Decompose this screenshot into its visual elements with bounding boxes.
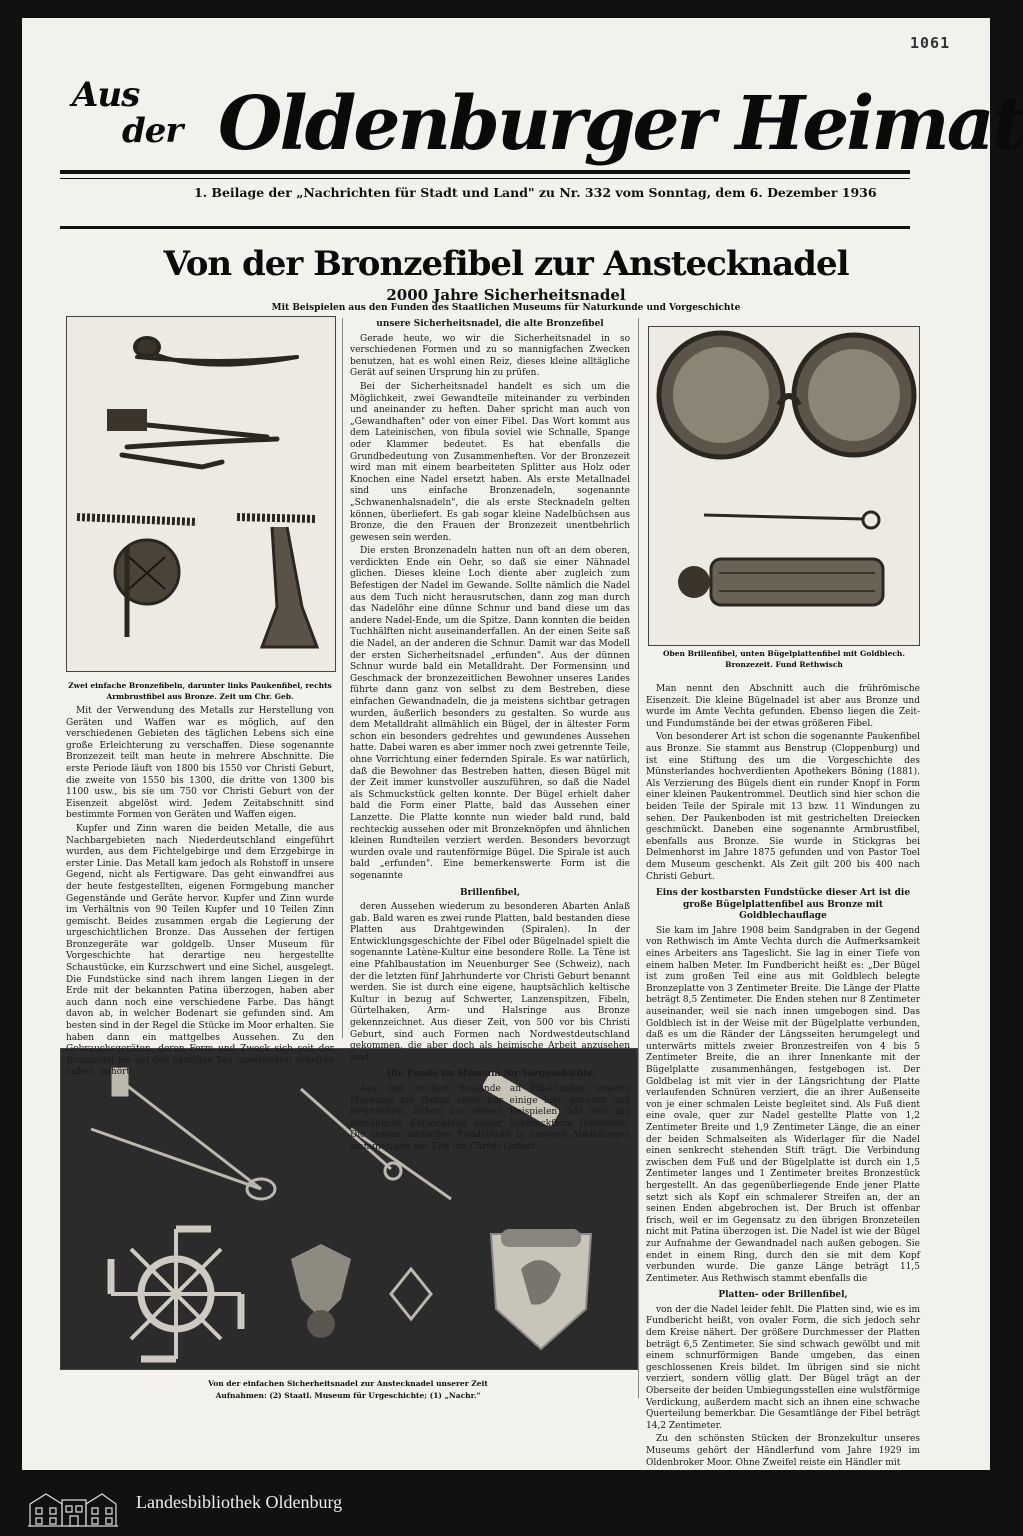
masthead-word-aus: Aus (72, 75, 140, 115)
caption-right-photo: Oben Brillenfibel, unten Bügelplattenfibel mit Goldblech. Bronzezeit. Fund Rethwisch (663, 649, 905, 669)
paragraph: von der die Nadel leider fehlt. Die Platten sind, wie es im Fundbericht heißt, von ovaler Form, die sich jedoch sehr dem Kreise nähert. Der größere Durchmesser der Platten beträgt 6,5 Zentimeter. Sie sind schwach gewölbt und mit einem schnurförmigen Bande umgeben, das einen geschlossenen Kreis bildet. Im übrigen sind sie nicht verziert, sondern völlig glatt. Der Bügel trägt an der Oberseite der beiden Umbiegungsstellen eine wulstförmige Verdickung, außerdem macht sich an ihnen eine schwache Querteilung bemerkbar. Die Gesamtlänge der Fibel beträgt 14,2 Zentimeter. (646, 1304, 920, 1431)
newspaper-page (22, 18, 1023, 1470)
paragraph: deren Aussehen wiederum zu besonderen Abarten Anlaß gab. Bald waren es zwei runde Platten, bald bestanden diese Platten aus Drahtgewinden (Spiralen). In der Entwicklungsgeschichte der Fibel oder Bügelnadel spielt die sogenannte Latène-Kultur eine besondere Rolle. La Tène ist eine Pfahlbaustation im Neuenburger See (Schweiz), nach der die letzten fünf Jahrhunderte vor Christi Geburt benannt werden. Sie ist durch eine eigene, hauptsächlich keltische Kultur in bezug auf Schwerter, Lanzenspitzen, Fibeln, Gürtelhaken, Arm- und Halsringe aus Bronze gekennzeichnet. Aus dieser Zeit, von 500 vor bis Christi Geburt, sind auch Formen nach Nordwestdeutschland gekommen, die aber doch als heimische Arbeit anzusehen sind. (350, 902, 630, 1063)
section-heading: Eins der kostbarsten Fundstücke dieser Art ist die große Bügelplattenfibel aus Bronze mit Goldblechauflage (655, 888, 911, 922)
paragraph: Aus dem reichen Bestande an Fibelfunden unseres Museums am Damm seien nur einige hier genannt und besprochen. Schon aus diesen Beispielen läßt sich die allmähliche Entwicklung dieser Schmuckform feststellen. Die ersten, einfachen Fundstücke in unseren Abbildungen stammen aus der Zeit um Christi Geburt. (350, 1084, 630, 1152)
paragraph: Von besonderer Art ist schon die sogenannte Paukenfibel aus Bronze. Sie stammt aus Benstrup (Cloppenburg) und ist eine Stiftung des um die Vorgeschichte des Münsterlandes hochverdienten Apothekers Böning (1881). Als Verzierung des Bügels dient ein runder Knopf in Form einer kleinen Paukentrommel. Deutlich sind hier schon die beiden Teile der Spirale mit 13 bzw. 11 Windungen zu sehen. Der Paukenboden ist mit gestrichelten Dreiecken geschmückt. Daneben eine sogenannte Armbrustfibel, ebenfalls aus Bronze. Sie wurde in Stickgras bei Delmenhorst im Jahre 1875 gefunden und von Pastor Toel dem Museum geschenkt. Als Zeit gilt 200 bis 400 nach Christi Geburt. (646, 732, 920, 882)
masthead-rule-thin (60, 178, 910, 179)
masthead-rule-top (60, 170, 910, 174)
masthead-word-der: der (122, 111, 183, 151)
masthead-title: Oldenburger Heimat (218, 81, 1023, 167)
photo-brillenfibel (648, 326, 920, 646)
paragraph: Man nennt den Abschnitt auch die frührömische Eisenzeit. Die kleine Bügelnadel ist aber aus Bronze und wurde im Amte Vechta gefunden. Ebenso liegen die Zeit- und Fundumstände bei der etwas größeren Fibel. (646, 684, 920, 729)
article-headline: Von der Bronzefibel zur Anstecknadel (163, 244, 849, 284)
section-heading: unsere Sicherheitsnadel, die alte Bronzefibel (376, 319, 604, 329)
library-building-icon (26, 1488, 120, 1528)
paragraph: Mit der Verwendung des Metalls zur Herstellung von Geräten und Waffen war es möglich, auf den verschiedenen Gebieten des täglichen Lebens sich eine große Erleichterung zu verschaffen. Diese sogenannte Bronzezeit teilt man heute in mehrere Abschnitte. Die erste Periode läuft von 1800 bis 1550 vor Christi Geburt, die zweite von 1550 bis 1300, die dritte von 1300 bis 1100 usw., bis sie um 750 vor Christi Geburt von der Eisenzeit abgelöst wird. Jedem Zeitabschnitt sind bestimmte Formen von Geräten und Waffen eigen. (66, 706, 334, 821)
caption-left-photo: Zwei einfache Bronzefibeln, darunter links Paukenfibel, rechts Armbrustfibel aus Bronze. Zeit um Chr. Geb. (68, 681, 332, 701)
library-name: Landesbibliothek Oldenburg (136, 1492, 343, 1512)
paragraph: Bei der Sicherheitsnadel handelt es sich um die Möglichkeit, zwei Gewandteile miteinander zu verbinden und aneinander zu heften. Daher spricht man auch von „Gewandhaften" oder von einer Fibel. Das Wort kommt aus dem Lateinischen, von fibula soviel wie Schnalle, Spange oder Klammer bedeutet. Es hat ebenfalls die Grundbedeutung von Zusammenheften. Vor der Bronzezeit wird man mit einem bearbeiteten Splitter aus Holz oder Knochen eine Nadel ersetzt haben. Als erste Metallnadel sind uns einfache Bronzenadeln, sogenannte „Schwanenhalsnadeln", die als erste Stecknadeln gelten können, überliefert. Es gab sogar kleine Nadelbüchsen aus Bronze, die den Frauen der Bronzezeit unentbehrlich gewesen sein werden. (350, 381, 630, 543)
caption-bottom-credit: Aufnahmen: (2) Staatl. Museum für Urgeschichte; (1) „Nachr." (215, 1391, 481, 1400)
photo-bronze-fibulae (66, 316, 336, 672)
section-heading: Platten- oder Brillenfibel, (718, 1290, 848, 1301)
section-heading: Die Funde im Museum für Vorgeschichte (386, 1069, 594, 1080)
paragraph: Zu den schönsten Stücken der Bronzekultur unseres Museums gehört der Händlerfund vom Jahre 1929 im Oldenbroker Moor. Ohne Zweifel reiste ein Händler mit (646, 1434, 920, 1468)
section-heading: Brillenfibel, (460, 887, 520, 898)
article-subheadline: 2000 Jahre Sicherheitsnadel (386, 286, 626, 304)
column-rule (638, 318, 639, 1398)
article-tagline: Mit Beispielen aus den Funden des Staatlichen Museums für Naturkunde und Vorgeschichte (271, 303, 741, 313)
column-rule (342, 318, 343, 1038)
column-middle (350, 314, 630, 1152)
library-footer (0, 1480, 1000, 1536)
column-left (66, 706, 334, 1078)
masthead-rule-bottom (60, 226, 910, 229)
paragraph: Kupfer und Zinn waren die beiden Metalle, die aus Nachbargebieten nach Niederdeutschland eingeführt wurden, aus dem Fichtelgebirge und dem Erzgebirge in erster Linie. Das Metall kam jedoch als Rohstoff in unsere Gegend, nicht als Fertigware. Das geht einwandfrei aus der heute festgestellten, eigenen Formgebung mancher Gegenstände und Geräte hervor. Kupfer und Zinn wurde im Verhältnis von 90 Teilen Kupfer und 10 Teilen Zinn gemischt. Beides zusammen ergab die Legierung der urgeschichtlichen Bronze. Das Aussehen der fertigen Bronzegeräte war goldgelb. Unser Museum für Vorgeschichte hat derartige neu hergestellte Schaustücke, ein Kurzschwert und eine Sichel, ausgelegt. Die Fundstücke sind nach ihrem langen Liegen in der Erde mit der bekannten Patina überzogen, haben aber auch dann noch eine verschiedene Farbe. Das hängt davon ab, in welcher Bodenart sie gefunden sind. Am besten sind in der Regel die Stücke im Moor erhalten. Sie haben dann ein mattgelbes Aussehen. Zu den Gebrauchsgeräten, deren Form und Zweck sich seit der Bronzezeit bis auf den heutigen Tag unverändert erhalten haben, gehört (66, 823, 334, 1078)
caption-bottom-photo: Von der einfachen Sicherheitsnadel zur Anstecknadel unserer Zeit (208, 1379, 488, 1388)
paragraph: Gerade heute, wo wir die Sicherheitsnadel in so verschiedenen Formen und zu so mannigfachen Zwecken benutzen, hat es wohl einen Reiz, dieses kleine alltägliche Gerät auf seinen Ursprung hin zu prüfen. (350, 333, 630, 379)
column-right (646, 684, 920, 1468)
paragraph: Die ersten Bronzenadeln hatten nun oft an dem oberen, verdickten Ende ein Oehr, so daß sie einer Nähnadel glichen. Dieses kleine Loch diente aber zugleich zum Befestigen der Nadel im Gewande. Sollte nämlich die Nadel aus dem Tuch nicht herausrutschen, dann zog man durch das Nadelöhr eine dünne Schnur und band diese um das andere Nadel-Ende, um die Spitze. Dann konnten die beiden Tuchhälften nicht auseinanderfallen. An der einen Seite saß die Nadel, an der anderen die Schnur. Damit war das Modell der ersten Sicherheitsnadel „erfunden". Aus der dünnen Schnur wurde bald ein Metalldraht. Der Formensinn und Geschmack der bronzezeitlichen Bewohner unseres Landes führte dann ganz von selbst zu dem Bestreben, diese einfachen Gewandnadeln, die ja meistens sichtbar getragen wurden, äußerlich besonders zu gestalten. So wurde aus dem Metalldraht allmählich ein Bügel, der in ältester Form schon ein besonders gedrehtes und gewundenes Aussehen hatte. Dabei waren es aber immer noch zwei getrennte Teile, ohne Vorrichtung einer federnden Spirale. Es war natürlich, daß die Bewohner das Bestreben hatten, diesen Bügel mit der Zeit immer kunstvoller auszuführen, so daß die Nadel als Schmuckstück gelten konnte. Der Bügel erhielt daher bald die Form einer Platte, bald das Aussehen einer Lanzette. Die Platte konnte nun wieder bald rund, bald rechteckig aussehen oder mit Bronzeknöpfen und ähnlichen kleinen Rundteilen verziert werden. Besonders bevorzugt wurden ovale und rautenförmige Bügel. Die Spirale ist auch bald „erfunden". Eine bemerkenswerte Form ist die sogenannte (350, 546, 630, 881)
page-number: 1061 (910, 34, 951, 52)
supplement-line: 1. Beilage der „Nachrichten für Stadt und Land" zu Nr. 332 vom Sonntag, dem 6. Dezember 1936 (194, 185, 877, 200)
paragraph: Sie kam im Jahre 1908 beim Sandgraben in der Gegend von Rethwisch im Amte Vechta durch die Aufmerksamkeit eines Arbeiters ans Tageslicht. Sie lag in einer Tiefe von einem halben Meter. Im Fundbericht heißt es: „Der Bügel ist zum großen Teil eine aus mit Goldblech belegte Bronzeplatte von 3 Zentimeter Breite. Die Länge der Platte beträgt 8,5 Zentimeter. Die Enden stehen nur 8 Zentimeter auseinander, weil sie nach innen umgebogen sind. Das Goldblech ist in der Weise mit der Bügelplatte verbunden, daß es um die Ränder der Längsseiten herumgelegt und unterwärts mittels zweier Bronzestreifen von 4 bis 5 Zentimeter Breite, die an ihrer Innenkante mit der Bügelplatte zusammenhängen, festgebogen ist. Der Goldbelag ist mit vier in der Längsrichtung der Platte verlaufenden Schnüren verziert, die an ihrer Außenseite von je einer schmalen Leiste begleitet sind. Als Fuß dient eine ovale, quer zur Nadel gestellte Platte von 1,2 Zentimeter Breite und 1,9 Zentimeter Länge, die an einer der beiden Schmalseiten als Widerlager für die Nadel einen senkrecht stehenden Stift trägt. Die Verbindung zwischen dem Fuß und der Bügelplatte ist durch ein 1,5 Zentimeter langes und 1 Zentimeter breites Bronzestück hergestellt. An das gegenüberliegende Ende jener Platte setzt sich als Kopf ein schmalerer Streifen an, der an seinen Enden abgebrochen ist. Der Bruch ist offenbar frisch, weil er im Gegensatz zu den übrigen Bronzeteilen nicht mit Patina überzogen ist. Die Nadel ist wie der Bügel zur Aufnahme der Gewandnadel nach außen gebogen. Sie endet in einem Ring, durch den sie mit dem Kopf verbunden wurde. Die ganze Länge beträgt 11,5 Zentimeter. Aus Rethwisch stammt ebenfalls die (646, 925, 920, 1284)
